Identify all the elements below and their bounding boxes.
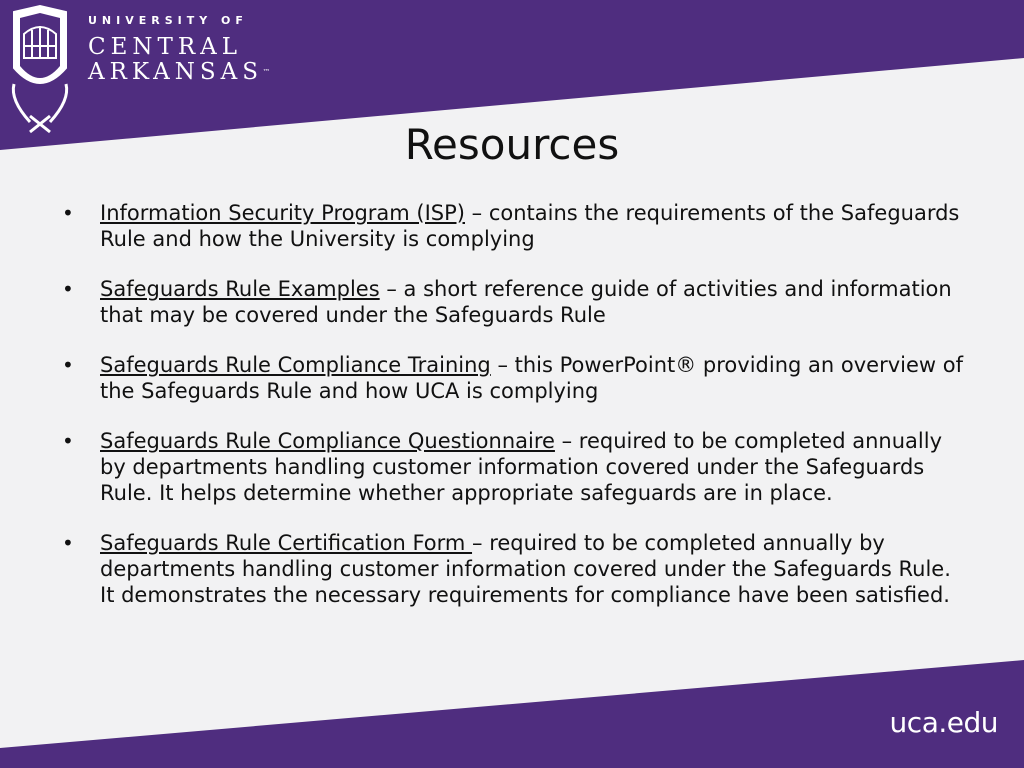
- logo-line-3: [88, 59, 270, 85]
- list-item: [62, 428, 967, 506]
- resource-description: – a short reference guide of activities and information that may be covered under the Safeguards Rule: [100, 277, 952, 327]
- bullet-icon: •: [62, 429, 74, 453]
- resource-link-certification[interactable]: Safeguards Rule Certification Form: [100, 531, 473, 555]
- resource-link-examples[interactable]: Safeguards Rule Examples: [100, 277, 380, 301]
- resource-description: – this PowerPoint® providing an overview of the Safeguards Rule and how UCA is complying: [100, 353, 963, 403]
- bullet-icon: •: [62, 353, 74, 377]
- logo-line-2: CENTRAL: [88, 34, 243, 60]
- resource-description: – required to be completed annually by departments handling customer information covered under the Safeguards Rule. It helps determine whether appropriate safeguards are in place.: [100, 429, 942, 505]
- logo-line-1: UNIVERSITY OF: [88, 14, 248, 27]
- bullet-icon: •: [62, 201, 74, 225]
- resource-list: [62, 200, 967, 632]
- resource-link-training[interactable]: Safeguards Rule Compliance Training: [100, 353, 491, 377]
- bottom-banner: [0, 660, 1024, 768]
- logo-line-3-text: ARKANSAS: [88, 59, 264, 85]
- bullet-icon: •: [62, 277, 74, 301]
- bullet-icon: •: [62, 531, 74, 555]
- trademark-mark: ™: [263, 68, 271, 76]
- list-item: [62, 352, 967, 404]
- list-item: [62, 276, 967, 328]
- resource-link-isp[interactable]: Information Security Program (ISP): [100, 201, 465, 225]
- resource-description: – contains the requirements of the Safeguards Rule and how the University is complying: [100, 201, 960, 251]
- university-logo: [88, 14, 270, 85]
- resource-link-questionnaire[interactable]: Safeguards Rule Compliance Questionnaire: [100, 429, 555, 453]
- resource-description: – required to be completed annually by departments handling customer information covered under the Safeguards Rule. It demonstrates the necessary requirements for compliance have been satisfied.: [100, 531, 951, 607]
- footer-site: uca.edu: [889, 706, 998, 739]
- list-item: [62, 200, 967, 252]
- slide-title: Resources: [404, 120, 620, 169]
- list-item: [62, 530, 967, 608]
